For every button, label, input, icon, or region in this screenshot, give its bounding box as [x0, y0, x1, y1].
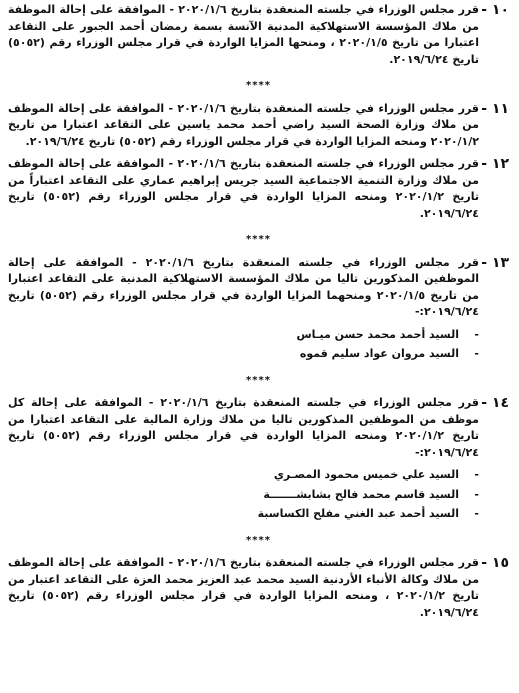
decision-item-14	[8, 395, 509, 461]
separator: ****	[246, 374, 271, 386]
person-name: السيد قاسم محمد فالح بشابشـــــــة	[263, 487, 459, 501]
decision-item-15	[8, 555, 509, 621]
decision-item-12	[8, 156, 509, 222]
list-dash: -	[474, 487, 479, 501]
names-list-13	[8, 327, 509, 363]
item-text: قرر مجلس الوزراء في جلسته المنعقدة بتاريخ ٢٠٢٠/١/٦ - الموافقة على إحالة الموظف من ملاك وزارة الصحة السيد راضي أحمد محمد ياسين على التقاعد اعتبارا من تاريخ ٢٠٢٠/١/٢ ومنحه المزايا الواردة في قرار مجلس الوزراء رقم (٥٠٥٢) تاريخ ٢٠١٩/٦/٢٤.	[8, 101, 480, 148]
item-number: ١٣ -	[481, 254, 509, 271]
names-list-14	[8, 467, 509, 523]
item-text: قرر مجلس الوزراء في جلسته المنعقدة بتاريخ ٢٠٢٠/١/٦ - الموافقة على إحالة كل موظف من الموظفين المذكورين تاليا من ملاك وزارة المالية على التقاعد اعتبارا من تاريخ ٢٠٢٠/١/٢ ومنحه المزايا الواردة في قرار مجلس الوزراء رقم (٥٠٥٢) تاريخ ٢٠١٩/٦/٢٤:-	[8, 396, 480, 459]
item-number: ١٠ -	[481, 2, 509, 18]
item-text: قرر مجلس الوزراء في جلسته المنعقدة بتاريخ ٢٠٢٠/١/٦ - الموافقة على إحالة الموظف من ملاك وكالة الأنباء الأردنية السيد محمد عبد العزيز محمد العزة على التقاعد اعتبار من تاريخ ٢٠٢٠/١/٢ ، ومنحه المزايا الواردة في قرار مجلس الوزراء رقم (٥٠٥٢) تاريخ ٢٠١٩/٦/٢٤.	[8, 556, 480, 619]
decision-item-13	[8, 255, 509, 321]
list-dash: -	[474, 347, 479, 360]
item-number: ١٢ -	[481, 156, 509, 172]
person-name: السيد علي خميس محمود المصـري	[273, 468, 459, 481]
list-item	[8, 467, 509, 484]
decision-item-10	[8, 2, 509, 68]
list-dash: -	[474, 468, 479, 481]
list-dash: -	[474, 507, 479, 520]
decision-item-11	[8, 101, 509, 151]
list-item	[8, 506, 509, 523]
list-dash: -	[474, 327, 479, 341]
item-text: قرر مجلس الوزراء في جلسته المنعقدة بتاريخ ٢٠٢٠/١/٦ - الموافقة على إحالة الموظف من ملاك وزارة التنمية الاجتماعية السيد جريس إبراهيم عماري على التقاعد اعتباراً من تاريخ ٢٠٢٠/١/٢ ومنحه المزايا الواردة في قرار مجلس الوزراء رقم (٥٠٥٢) تاريخ ٢٠١٩/٦/٢٤.	[8, 157, 480, 220]
list-item	[8, 346, 509, 363]
person-name: السيد مروان عواد سليم قموه	[299, 347, 459, 360]
item-number: ١١ -	[481, 100, 509, 117]
item-number: ١٥ -	[481, 555, 509, 571]
separator: ****	[246, 80, 271, 91]
person-name: السيد أحمد عبد الغني مفلح الكساسبة	[257, 507, 459, 520]
separator: ****	[246, 534, 271, 546]
list-item	[8, 487, 509, 504]
separator: ****	[246, 234, 271, 245]
person-name: السيد أحمد محمد حسن ميـاس	[296, 327, 459, 341]
item-text: قرر مجلس الوزراء في جلسته المنعقدة بتاريخ ٢٠٢٠/١/٦ - الموافقة على إحالة الموظفة من ملاك المؤسسة الاستهلاكية المدنية الآنسة بسمة رمضان أحمد الجبور على التقاعد اعتبارا من تاريخ ٢٠٢٠/١/٥ ، ومنحها المزايا الواردة في قرار مجلس الوزراء رقم (٥٠٥٢) تاريخ ٢٠١٩/٦/٢٤.	[8, 3, 479, 66]
list-item	[8, 327, 509, 344]
item-number: ١٤ -	[481, 395, 509, 411]
item-text: قرر مجلس الوزراء في جلسته المنعقدة بتاريخ ٢٠٢٠/١/٦ - الموافقة على إحالة الموظفين المذكورين تاليا من ملاك المؤسسة الاستهلاكية المدنية على التقاعد اعتبارا من تاريخ ٢٠٢٠/١/٥ ومنحهما المزايا الواردة في قرار مجلس الوزراء رقم (٥٠٥٢) تاريخ ٢٠١٩/٦/٢٤:-	[8, 255, 479, 318]
